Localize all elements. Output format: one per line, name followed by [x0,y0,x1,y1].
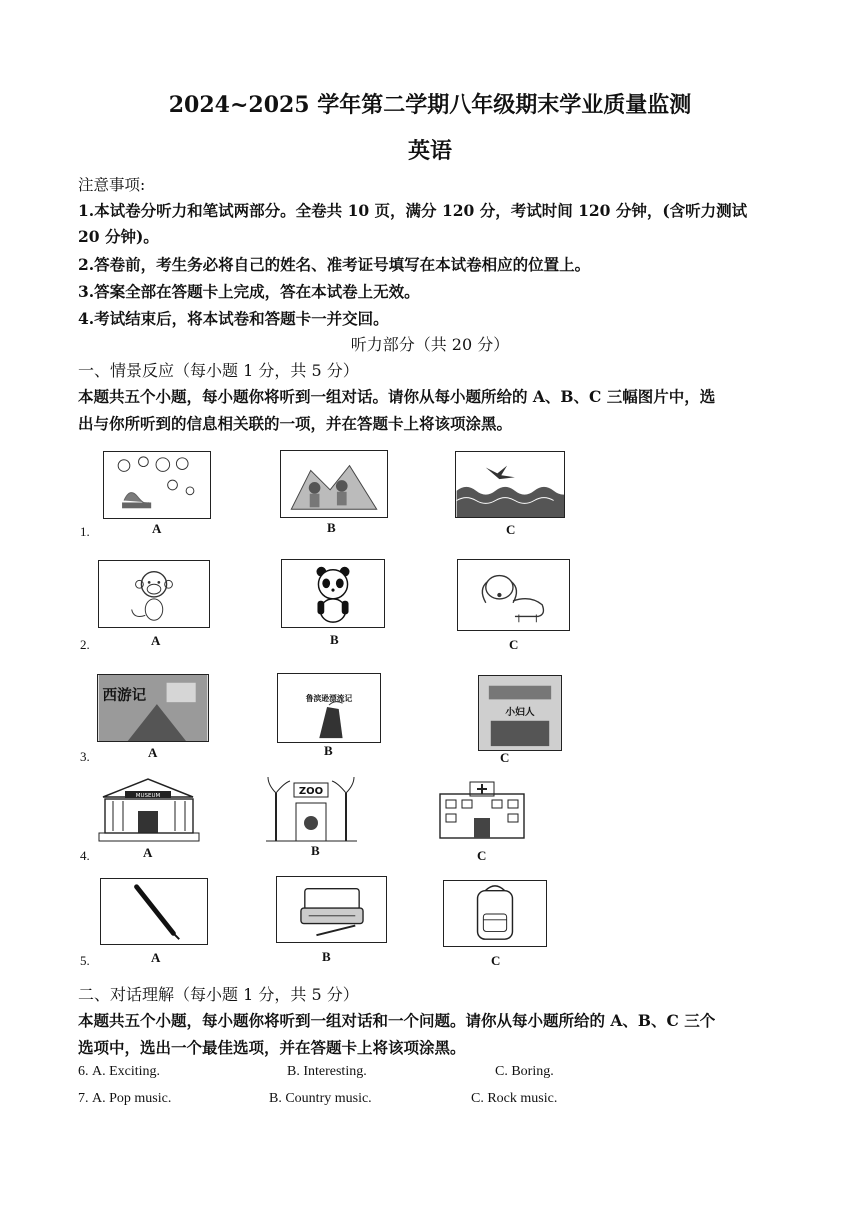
book-cover-little-women-icon [479,676,561,750]
notice-item-3: 3.答案全部在答题卡上完成，答在本试卷上无效。 [78,282,420,301]
q1-letter-c: C [506,522,516,537]
q1-option-c-image [455,451,565,518]
q2-letter-a: A [151,633,161,648]
q5-number: 5. [80,953,90,968]
people-scene-icon [281,451,387,517]
q3-option-a-image [97,674,209,742]
notice-item-1-cont: 20 分钟)。 [78,227,159,246]
q5-option-b-image [276,876,387,943]
q4-option-b-image [266,773,357,843]
q4-letter-c: C [477,848,487,863]
fountain-pen-icon [101,879,207,944]
q1-letter-a: A [152,521,162,536]
pencil-box-icon [277,877,386,942]
dog-icon [458,560,569,630]
q4-letter-b: B [311,843,320,858]
sea-bird-waves-icon [456,452,564,517]
q5-option-c-image [443,880,547,947]
q3-option-c-image [478,675,562,751]
museum-building-icon [95,775,202,843]
subject-title: 英语 [407,138,452,164]
backpack-icon [444,881,546,946]
q5-letter-c: C [491,953,501,968]
q3-option-b-image [277,673,381,743]
book-cover-robinson-icon [278,674,380,742]
part1-heading: 一、情景反应（每小题 1 分，共 5 分） [78,361,359,380]
notice-heading: 注意事项: [78,176,146,194]
q4-option-a-image [95,775,202,843]
q4-letter-a: A [143,845,153,860]
part2-instructions-2: 选项中，选出一个最佳选项，并在答题卡上将该项涂黑。 [78,1038,466,1057]
q6-option-a: A. Exciting. [92,1064,161,1079]
page-title: 2024~2025 学年第二学期八年级期末学业质量监测 [168,92,692,118]
q3-letter-b: B [324,743,333,758]
q1-option-b-image [280,450,388,518]
book-cover-journey-west-icon [98,675,208,741]
part1-instructions-2: 出与你所听到的信息相关联的一项，并在答题卡上将该项涂黑。 [78,414,513,433]
q4-number: 4. [80,848,90,863]
q7-option-c: C. Rock music. [471,1091,558,1106]
panda-icon [282,560,384,627]
monkey-icon [99,561,209,627]
q2-number: 2. [80,637,90,652]
q2-letter-b: B [330,632,339,647]
notice-item-1: 1.本试卷分听力和笔试两部分。全卷共 10 页，满分 120 分，考试时间 120 分钟，(含听力测试 [78,201,748,220]
zoo-sign: ZOO [298,786,324,797]
q2-option-b-image [281,559,385,628]
part2-instructions-1: 本题共五个小题，每小题你将听到一组对话和一个问题。请你从每小题所给的 A、B、C 三个 [78,1011,716,1030]
hospital-building-icon [430,778,534,844]
part2-heading: 二、对话理解（每小题 1 分，共 5 分） [78,985,359,1004]
q3-c-cover-text: 小妇人 [505,706,535,718]
q7-option-a: A. Pop music. [92,1091,172,1106]
q7-option-b: B. Country music. [269,1091,372,1106]
q3-letter-a: A [148,745,158,760]
listening-heading: 听力部分（共 20 分） [350,335,510,354]
q3-letter-c: C [500,750,510,765]
q6-option-c: C. Boring. [495,1064,554,1079]
q3-a-cover-text: 西游记 [102,687,147,705]
part1-instructions-1: 本题共五个小题，每小题你将听到一组对话。请你从每小题所给的 A、B、C 三幅图片中，选 [78,387,716,406]
q2-letter-c: C [509,637,519,652]
q2-option-a-image [98,560,210,628]
museum-sign: MUSEUM [135,793,161,799]
q3-number: 3. [80,749,90,764]
q2-option-c-image [457,559,570,631]
q5-letter-a: A [151,950,161,965]
q1-option-a-image [103,451,211,519]
notice-item-4: 4.考试结束后，将本试卷和答题卡一并交回。 [78,309,389,328]
q6-option-b: B. Interesting. [287,1064,367,1079]
q4-option-c-image [430,778,534,844]
q3-b-cover-text: 鲁滨逊漂流记 [305,694,353,704]
q5-letter-b: B [322,949,331,964]
q6-number: 6. [78,1064,89,1079]
zoo-gate-icon [266,773,357,843]
q7-number: 7. [78,1091,89,1106]
q5-option-a-image [100,878,208,945]
bubble-sun-ink-icon [104,452,210,518]
q1-letter-b: B [327,520,336,535]
q1-number: 1. [80,524,90,539]
notice-item-2: 2.答卷前，考生务必将自己的姓名、准考证号填写在本试卷相应的位置上。 [78,255,591,274]
